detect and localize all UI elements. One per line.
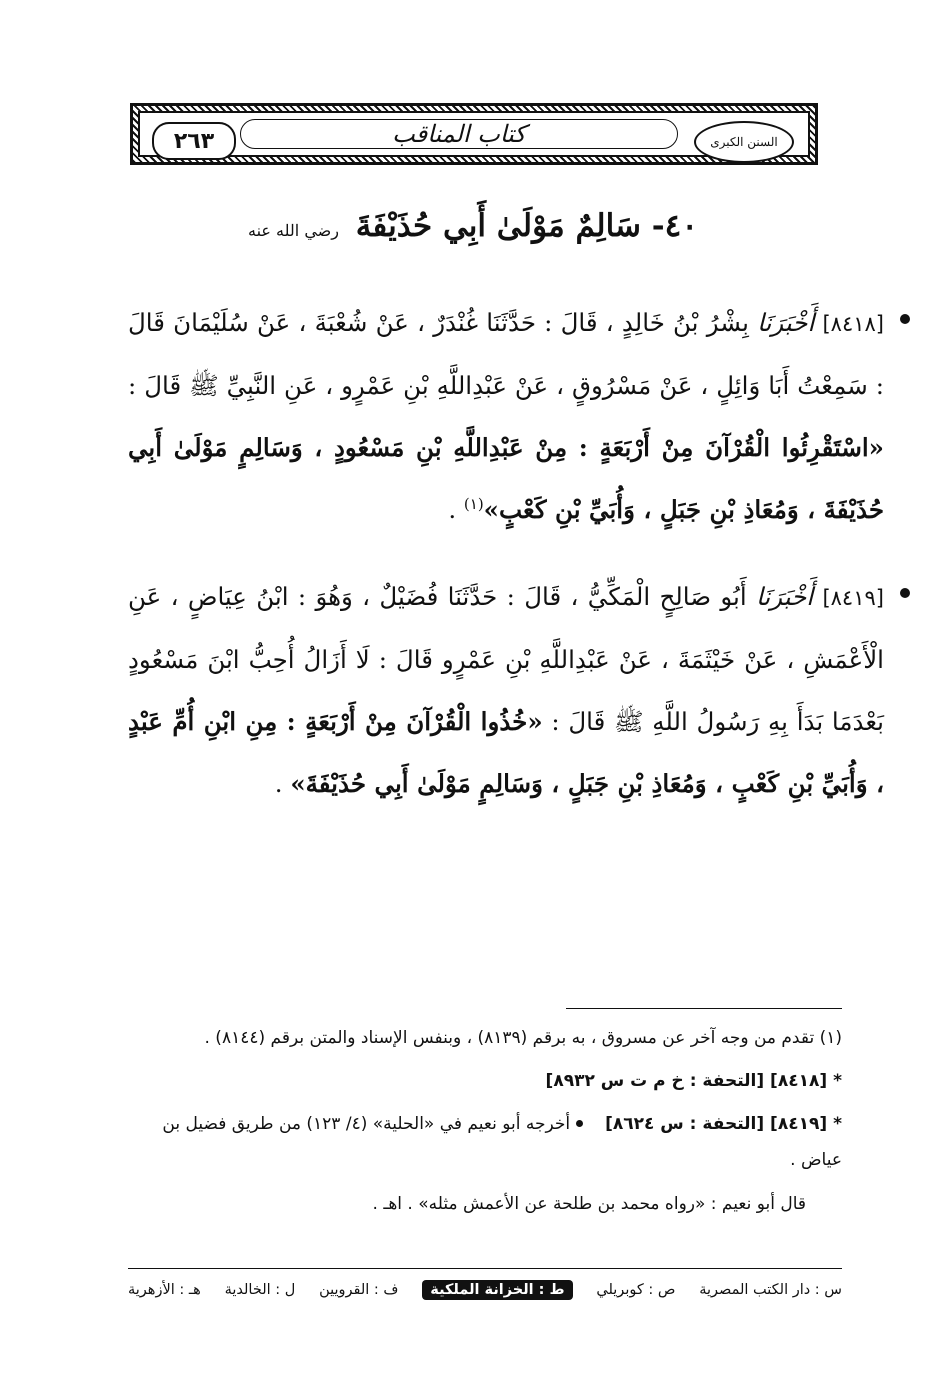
hadith-entry bbox=[128, 292, 884, 541]
footnote-1: (١) تقدم من وجه آخر عن مسروق ، به برقم (٨١٣٩) ، وبنفس الإسناد والمتن برقم (٨١٤٤) . bbox=[204, 1028, 842, 1048]
manuscript-legend bbox=[128, 1276, 842, 1304]
hadith-akhbarana: أَخْبَرَنَا bbox=[755, 582, 814, 611]
abu-nuaym-quote: قال أبو نعيم : «رواه محمد بن طلحة عن الأعمش مثله» . اهـ . bbox=[372, 1194, 806, 1214]
header-inner-frame bbox=[138, 111, 810, 157]
page-header bbox=[130, 103, 818, 165]
hadith-akhbarana: أَخْبَرَنَا bbox=[757, 308, 815, 337]
hadith-end: . bbox=[448, 495, 464, 524]
hadith-matn: «خُذُوا الْقُرْآنَ مِنْ أَرْبَعَةٍ : مِنِ ابْنِ أُمِّ عَبْدٍ ، وَأُبَيِّ بْنِ كَعْبٍ ، وَمُعَاذِ بْنِ جَبَلٍ ، وَسَالِمٍ مَوْلَىٰ أَبِي حُذَيْفَةَ» bbox=[128, 707, 884, 798]
page-number: ٢٦٣ bbox=[173, 128, 215, 154]
asterisk-icon: * bbox=[833, 1114, 842, 1134]
honorific-symbol: رضي الله عنه bbox=[248, 221, 339, 240]
running-title-panel bbox=[240, 119, 678, 149]
asterisk-icon: * bbox=[833, 1071, 842, 1091]
hadith-matn: «اسْتَقْرِئُوا الْقُرْآنَ مِنْ أَرْبَعَةٍ : مِنْ عَبْدِاللَّهِ بْنِ مَسْعُودٍ ، وَسَالِمٍ مَوْلَىٰ أَبِي حُذَيْفَةَ ، وَمُعَاذِ بْنِ جَبَلٍ ، وَأُبَيِّ بْنِ كَعْبٍ» bbox=[128, 433, 884, 524]
hadith-isnad: أَبُو صَالِحٍ الْمَكِّيُّ ، قَالَ : حَدَّثَنَا فُضَيْلٌ ، وَهُوَ : ابْنُ عِيَاضٍ ، عَنِ الْأَعْمَشِ ، عَنْ خَيْثَمَةَ ، عَنْ عَبْدِاللَّهِ بْنِ عَمْرٍو قَالَ : لَا أَزَالُ أُحِبُّ ابْنَ مَسْعُودٍ بَعْدَمَا بَدَأَ بِهِ رَسُولُ اللَّهِ ﷺ قَالَ : bbox=[128, 582, 884, 736]
book-seal-emblem: السنن الكبرى bbox=[694, 121, 794, 163]
bullet-icon bbox=[900, 588, 910, 598]
bullet-icon bbox=[900, 314, 910, 324]
hadith-entry bbox=[128, 566, 884, 815]
takhrij-note: أخرجه أبو نعيم في «الحلية» (٤/ ١٢٣) من طريق فضيل بن عياض . bbox=[162, 1114, 842, 1170]
tuhfa-line-2 bbox=[128, 1106, 842, 1178]
tuhfa-reference: [٨٤١٩] [التحفة : س ٨٦٢٤] bbox=[605, 1114, 828, 1134]
bullet-icon bbox=[576, 1120, 583, 1127]
footnote-reference: (١) bbox=[463, 494, 484, 513]
footnote-separator bbox=[566, 1008, 842, 1009]
legend-item: س : دار الكتب المصرية bbox=[699, 1282, 842, 1298]
legend-separator bbox=[128, 1268, 842, 1269]
legend-item: ص : كوبريلي bbox=[596, 1282, 676, 1298]
legend-item-highlighted: ط : الخزانة الملكية bbox=[422, 1280, 572, 1300]
hadith-number: [٨٤١٨] bbox=[822, 312, 884, 336]
chapter-heading bbox=[0, 208, 946, 244]
page-number-box bbox=[152, 122, 236, 160]
tuhfa-reference: [٨٤١٨] [التحفة : خ م ت س ٨٩٣٢] bbox=[545, 1071, 828, 1091]
footnotes-section bbox=[128, 1020, 842, 1222]
legend-item: هـ : الأزهرية bbox=[128, 1282, 201, 1298]
running-title: كتاب المناقب bbox=[392, 120, 526, 148]
hadith-end: . bbox=[274, 769, 291, 798]
legend-item: ف : القرويين bbox=[319, 1282, 399, 1298]
chapter-title: ٤٠- سَالِمٌ مَوْلَىٰ أَبِي حُذَيْفَةَ bbox=[355, 208, 698, 244]
hadith-isnad: بِشْرُ بْنُ خَالِدٍ ، قَالَ : حَدَّثَنَا غُنْدَرٌ ، عَنْ شُعْبَةَ ، عَنْ سُلَيْمَانَ قَالَ : سَمِعْتُ أَبَا وَائِلٍ ، عَنْ مَسْرُوقٍ ، عَنْ عَبْدِاللَّهِ بْنِ عَمْرٍو ، عَنِ النَّبِيِّ ﷺ قَالَ : bbox=[128, 308, 884, 400]
hadith-number: [٨٤١٩] bbox=[822, 586, 884, 610]
tuhfa-line-1 bbox=[128, 1063, 842, 1099]
legend-item: ل : الخالدية bbox=[224, 1282, 296, 1298]
